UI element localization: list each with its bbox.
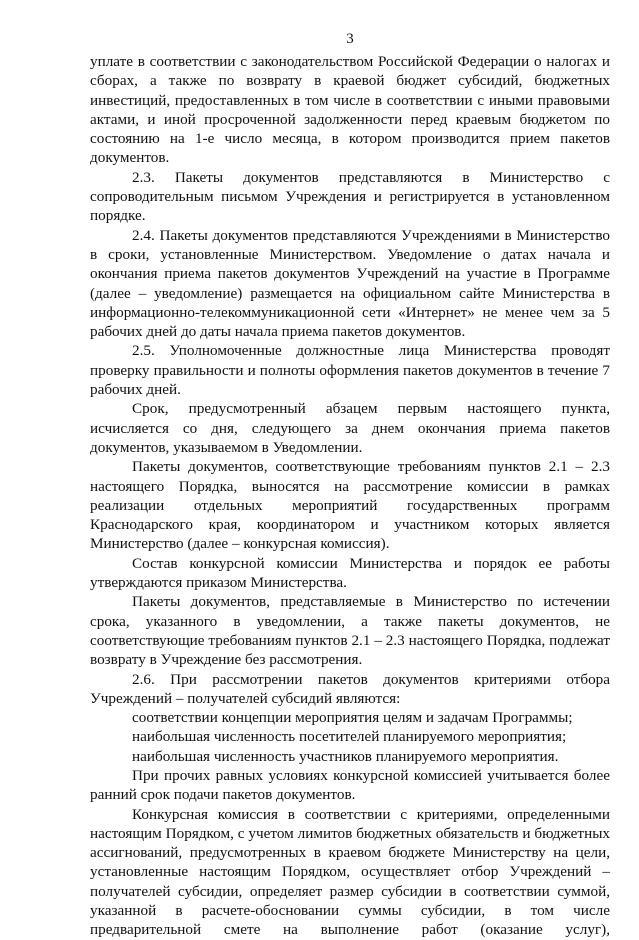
- paragraph-selection: Конкурсная комиссия в соответствии с критериями, определенными настоящим Порядком, с учетом лимитов бюджетных обязательств и бюджетных ассигнований, предусмотренных в краевом бюджете Министерству на цели, установленные настоящим Порядком, осуществляет отбор Учреждений – получателей субсидии, определяет размер субсидии в соответствии суммой, указанной в расчете-обосновании суммы субсидии, в том числе предварительной смете на выполнение работ (оказание услуг),: [90, 805, 610, 939]
- paragraph-term: Срок, предусмотренный абзацем первым настоящего пункта, исчисляется со дня, следующего за днем окончания приема пакетов документов, указываемом в Уведомлении.: [90, 400, 610, 456]
- criterion-item: наибольшая численность посетителей планируемого мероприятия;: [132, 728, 567, 746]
- paragraph-2-4: 2.4. Пакеты документов представляются Учреждениями в Министерство в сроки, установленные Министерством. Уведомление о датах начала и окончания приема пакетов документов Учреждений на участие в Программе (далее – уведомление) размещается на официальном сайте Министерства в информационно-телекоммуникационной сети «Интернет» не менее чем за 5 рабочих дней до даты начала приема пакетов документов.: [90, 226, 610, 341]
- criterion-item: наибольшая численность участников планируемого мероприятия.: [132, 747, 559, 765]
- paragraph-2-5: 2.5. Уполномоченные должностные лица Министерства проводят проверку правильности и полноты оформления пакетов документов в течение 7 рабочих дней.: [90, 342, 610, 399]
- paragraph-return: Пакеты документов, представляемые в Министерство по истечении срока, указанного в уведомлении, а также пакеты документов, не соответствующие требованиям пунктов 2.1 – 2.3 настоящего Порядка, подлежат возврату в Учреждение без рассмотрения.: [90, 593, 610, 669]
- document-page: [90, 30, 610, 940]
- paragraph-2-6: 2.6. При рассмотрении пакетов документов критериями отбора Учреждений – получателей субсидий являются:: [90, 670, 610, 707]
- paragraph-commission-composition: Состав конкурсной комиссии Министерства и порядок ее работы утверждаются приказом Министерства.: [90, 554, 610, 592]
- paragraph-continuation: уплате в соответствии с законодательством Российской Федерации о налогах и сборах, а также по возврату в краевой бюджет субсидий, бюджетных инвестиций, предоставленных в том числе в соответствии с иными правовыми актами, и иной просроченной задолженности перед краевым бюджетом по состоянию на 1-е число месяца, в котором производится прием пакетов документов.: [90, 53, 610, 167]
- page-number: 3: [346, 31, 354, 47]
- paragraph-2-3: 2.3. Пакеты документов представляются в Министерство с сопроводительным письмом Учреждения и регистрируется в установленном порядке.: [90, 168, 610, 225]
- paragraph-commission-review: Пакеты документов, соответствующие требованиям пунктов 2.1 – 2.3 настоящего Порядка, выносятся на рассмотрение комиссии в рамках реализации отдельных мероприятий государственных программ Краснодарского края, координатором и участником которых является Министерство (далее – конкурсная комиссия).: [90, 458, 610, 553]
- criterion-item: соответствии концепции мероприятия целям и задачам Программы;: [132, 709, 573, 727]
- paragraph-equal-conditions: При прочих равных условиях конкурсной комиссией учитывается более ранний срок подачи пакетов документов.: [90, 766, 610, 804]
